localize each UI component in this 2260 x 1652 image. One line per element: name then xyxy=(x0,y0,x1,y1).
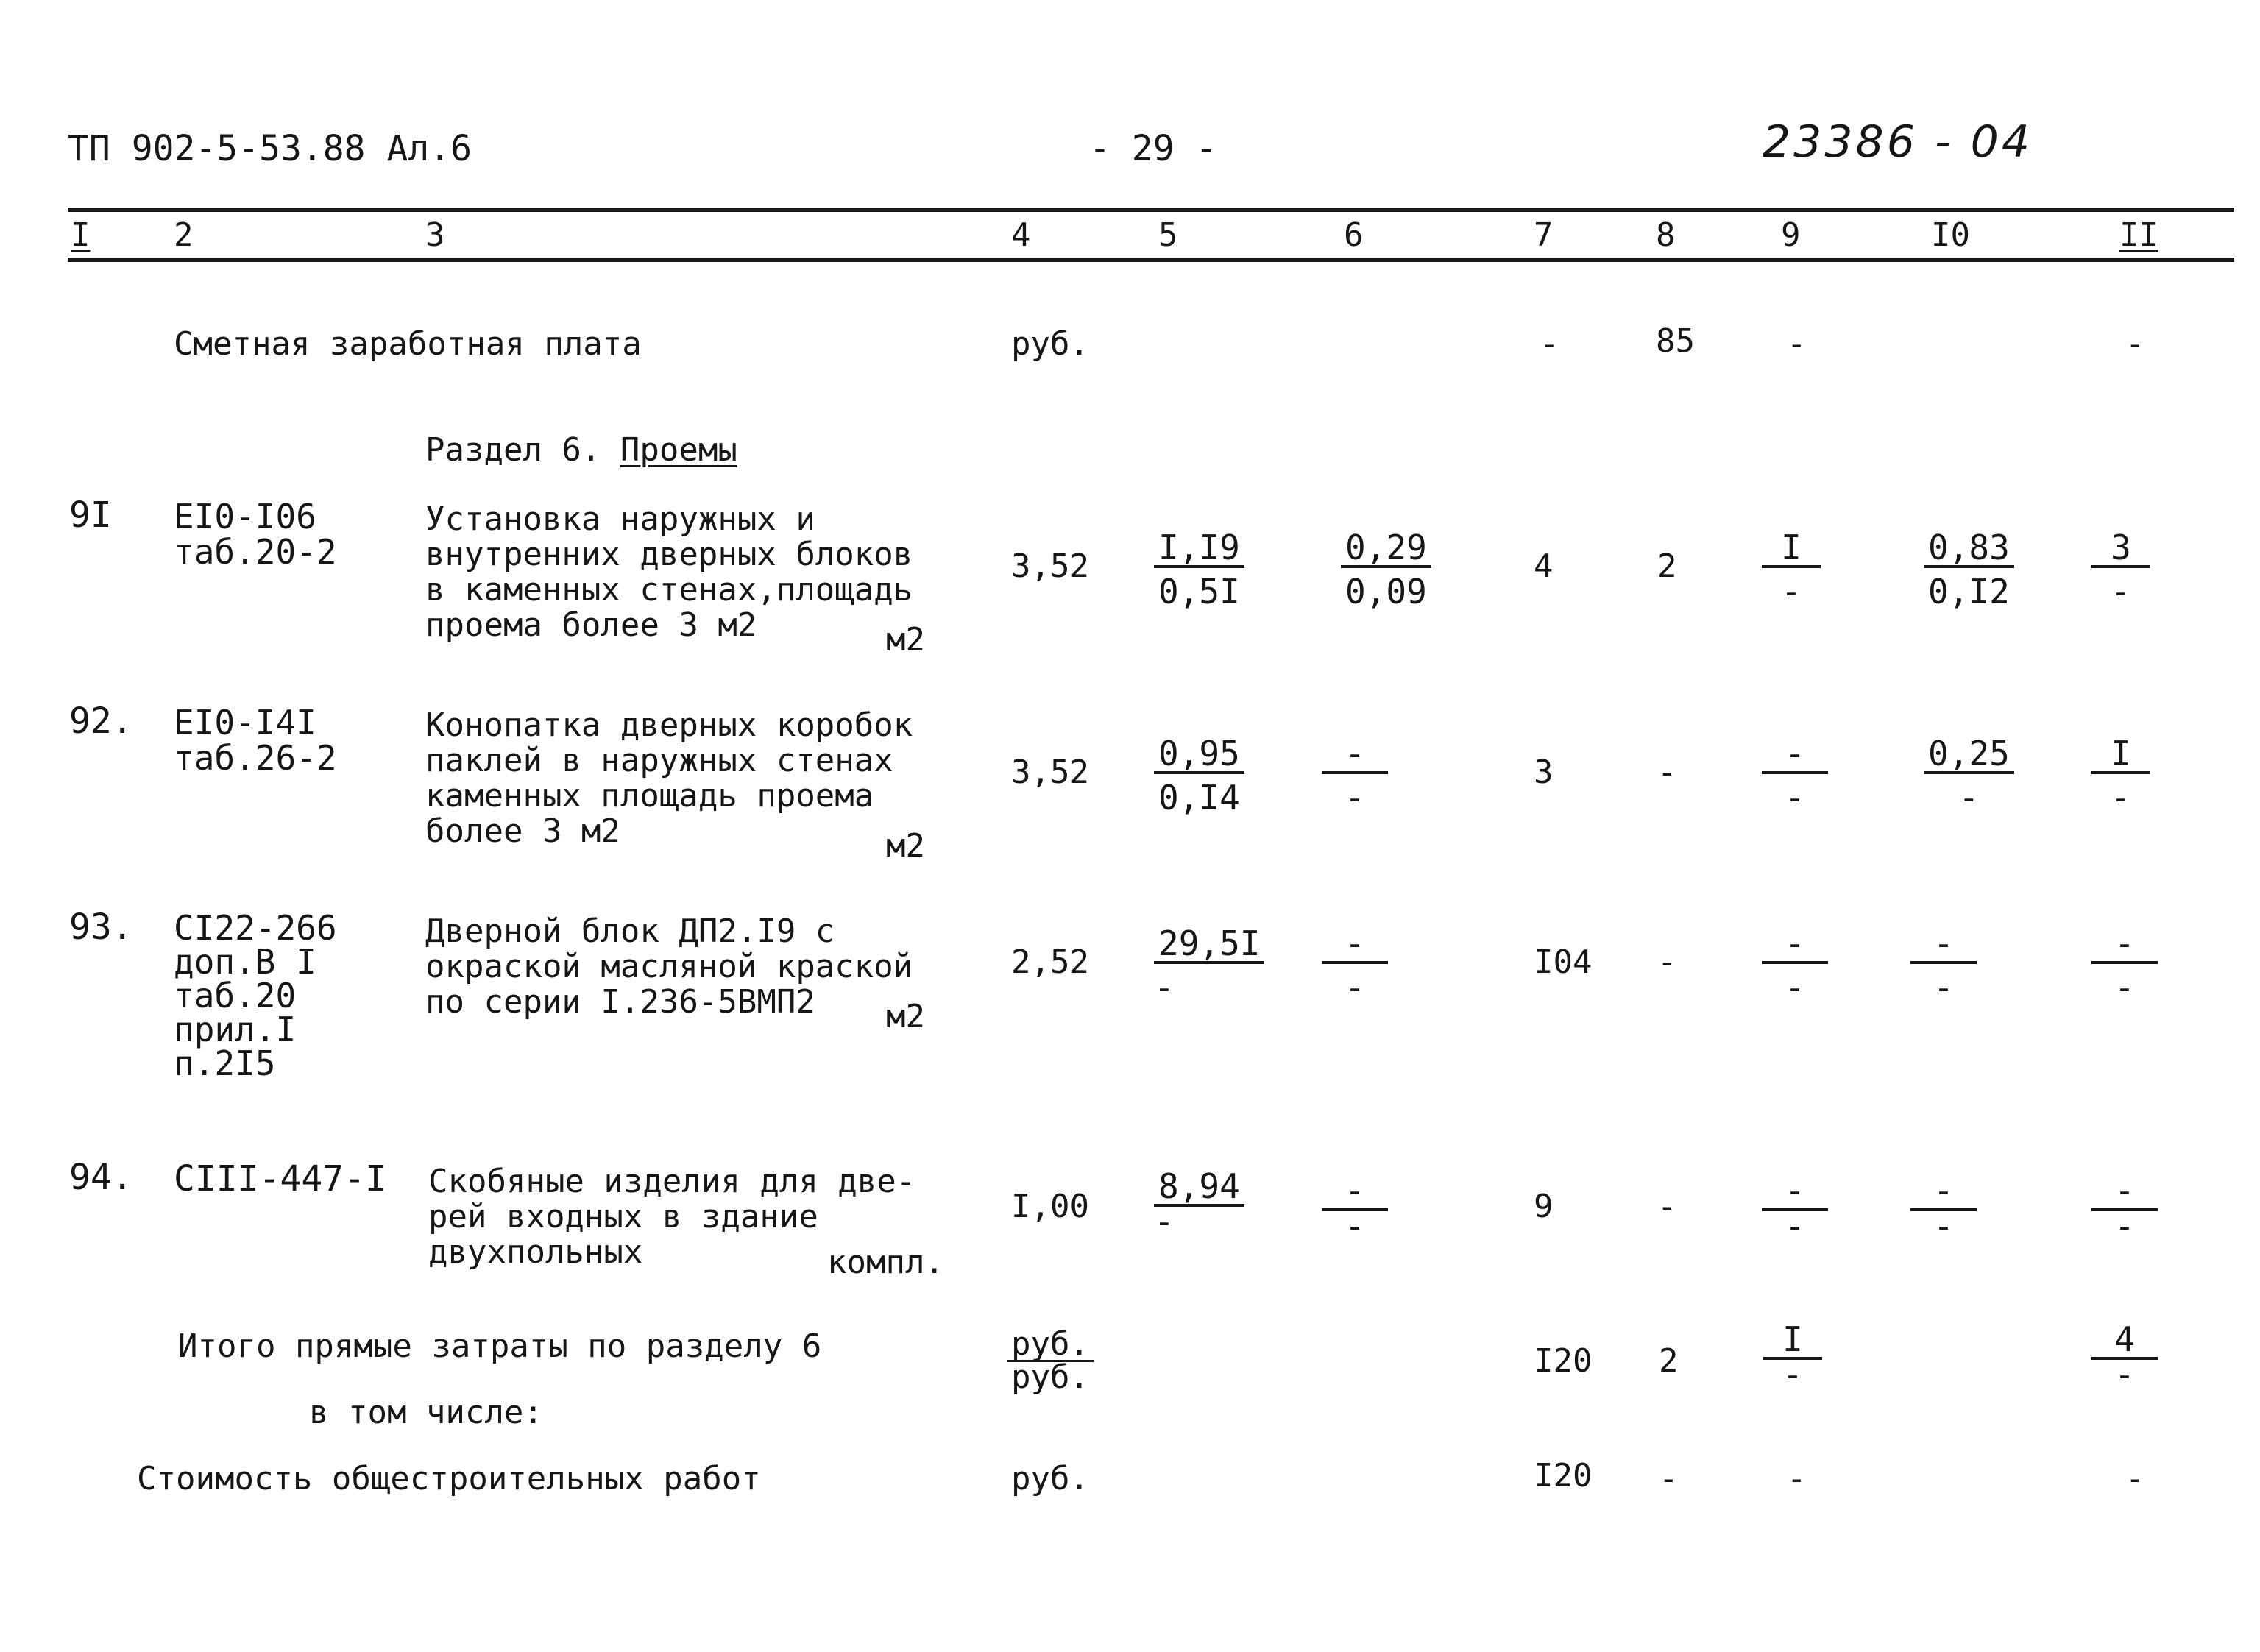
row-94-c11: - - xyxy=(2091,1173,2158,1244)
totals-label: Итого прямые затраты по разделу 6 xyxy=(178,1327,822,1365)
row-94-c6: - - xyxy=(1322,1173,1388,1244)
totals-c7: I20 xyxy=(1534,1342,1593,1380)
row-91-c10: $\frac{0,83}{0,I2}$ xyxy=(1924,530,2014,609)
row-94-c9: - - xyxy=(1762,1173,1828,1244)
row-91-description: Установка наружных и внутренних дверных блоков в каменных стенах,площадь проема более 3 м2 xyxy=(425,500,913,644)
row-92-c6: - - xyxy=(1322,736,1388,815)
section-prefix: Раздел 6. xyxy=(425,431,601,469)
column-header-1: I xyxy=(71,216,91,254)
row-91-unit: м2 xyxy=(886,621,925,659)
document-code: ТП 902-5-53.88 Ал.6 xyxy=(68,128,472,169)
row-93-c7: I04 xyxy=(1534,943,1593,981)
row-94-description: Скобяные изделия для две- рей входных в здание двухпольных xyxy=(428,1163,916,1271)
totals-c9: I - xyxy=(1763,1322,1822,1392)
wage-label: Сметная заработная плата xyxy=(174,325,642,363)
row-92-code: EI0-I4I таб.26-2 xyxy=(174,703,337,778)
row-91-c9: I - xyxy=(1762,530,1821,609)
row-94-unit: компл. xyxy=(827,1244,944,1281)
column-header-10: I0 xyxy=(1931,216,1970,254)
column-header-6: 6 xyxy=(1344,216,1364,254)
row-93-c11: - - xyxy=(2091,926,2158,1005)
row-93-c5: 29,5I - xyxy=(1154,926,1264,1005)
row-92-c5: $\frac{0,95}{0,I4}$ xyxy=(1154,736,1244,815)
row-94-c7: 9 xyxy=(1534,1188,1554,1225)
row-94-code: CIII-447-I xyxy=(174,1158,386,1199)
row-91-number: 9I xyxy=(69,494,112,536)
general-c9: - xyxy=(1787,1460,1807,1497)
row-91-c11: 3 - xyxy=(2091,530,2150,609)
column-header-8: 8 xyxy=(1656,216,1676,254)
section-heading xyxy=(425,433,737,468)
row-92-description: Конопатка дверных коробок паклей в наружных стенах каменных площадь проема более 3 м2 xyxy=(425,706,913,850)
row-93-code: CI22-266 доп.В I таб.20 прил.I п.2I5 xyxy=(174,908,337,1083)
row-93-description: Дверной блок ДП2.I9 с окраской масляной краской по серии I.236-5ВМП2 xyxy=(425,912,913,1021)
general-label: Стоимость общестроительных работ xyxy=(137,1460,761,1497)
row-94-number: 94. xyxy=(69,1157,133,1198)
row-91-c8: 2 xyxy=(1657,547,1677,585)
section-title: Проемы xyxy=(620,431,737,469)
row-93-number: 93. xyxy=(69,907,133,948)
row-92-c11: I - xyxy=(2091,736,2150,815)
row-93-c8: - xyxy=(1657,943,1677,981)
wage-c8: 85 xyxy=(1656,322,1695,360)
column-header-4: 4 xyxy=(1011,216,1031,254)
row-92-quantity: 3,52 xyxy=(1011,754,1089,791)
column-header-11: II xyxy=(2119,216,2158,254)
row-94-quantity: I,00 xyxy=(1011,1188,1089,1225)
row-92-c8: - xyxy=(1657,754,1677,791)
wage-c7: - xyxy=(1540,325,1559,363)
totals-c8: 2 xyxy=(1659,1342,1679,1380)
row-93-quantity: 2,52 xyxy=(1011,943,1089,981)
general-c7: I20 xyxy=(1534,1457,1593,1495)
row-91-c7: 4 xyxy=(1534,547,1554,585)
header-rule-bottom xyxy=(68,258,2234,262)
row-92-unit: м2 xyxy=(886,827,925,865)
general-c8: - xyxy=(1659,1460,1679,1497)
general-c11: - xyxy=(2125,1460,2145,1497)
general-unit: руб. xyxy=(1011,1460,1089,1497)
row-94-c10: - - xyxy=(1910,1173,1977,1244)
row-93-unit: м2 xyxy=(886,998,925,1035)
column-header-9: 9 xyxy=(1781,216,1801,254)
wage-c11: - xyxy=(2125,325,2145,363)
row-92-c7: 3 xyxy=(1534,754,1554,791)
row-93-c10: - - xyxy=(1910,926,1977,1005)
row-93-c9: - - xyxy=(1762,926,1828,1005)
row-91-code: EI0-I06 таб.20-2 xyxy=(174,497,337,572)
row-91-c6: $\frac{0,29}{0,09}$ xyxy=(1341,530,1431,609)
column-header-7: 7 xyxy=(1534,216,1554,254)
row-94-c8: - xyxy=(1657,1188,1677,1225)
column-header-3: 3 xyxy=(425,216,445,254)
row-92-c9: - - xyxy=(1762,736,1828,815)
column-header-2: 2 xyxy=(174,216,194,254)
row-92-c10: 0,25 - xyxy=(1924,736,2014,815)
wage-c9: - xyxy=(1787,325,1807,363)
totals-c11: 4 - xyxy=(2091,1322,2158,1392)
totals-unit: руб. руб. xyxy=(1007,1329,1094,1393)
row-93-c6: - - xyxy=(1322,926,1388,1005)
row-91-c5: $\frac{I,I9}{0,5I}$ xyxy=(1154,530,1244,609)
wage-unit: руб. xyxy=(1011,325,1089,363)
handwritten-number: 23386 - 04 xyxy=(1763,116,2033,168)
row-94-c5: 8,94 - xyxy=(1154,1169,1244,1239)
page-number: - 29 - xyxy=(1089,128,1217,169)
row-91-quantity: 3,52 xyxy=(1011,547,1089,585)
header-rule-top xyxy=(68,208,2234,212)
column-header-5: 5 xyxy=(1158,216,1178,254)
including-label: в том числе: xyxy=(309,1394,543,1431)
row-92-number: 92. xyxy=(69,701,133,742)
